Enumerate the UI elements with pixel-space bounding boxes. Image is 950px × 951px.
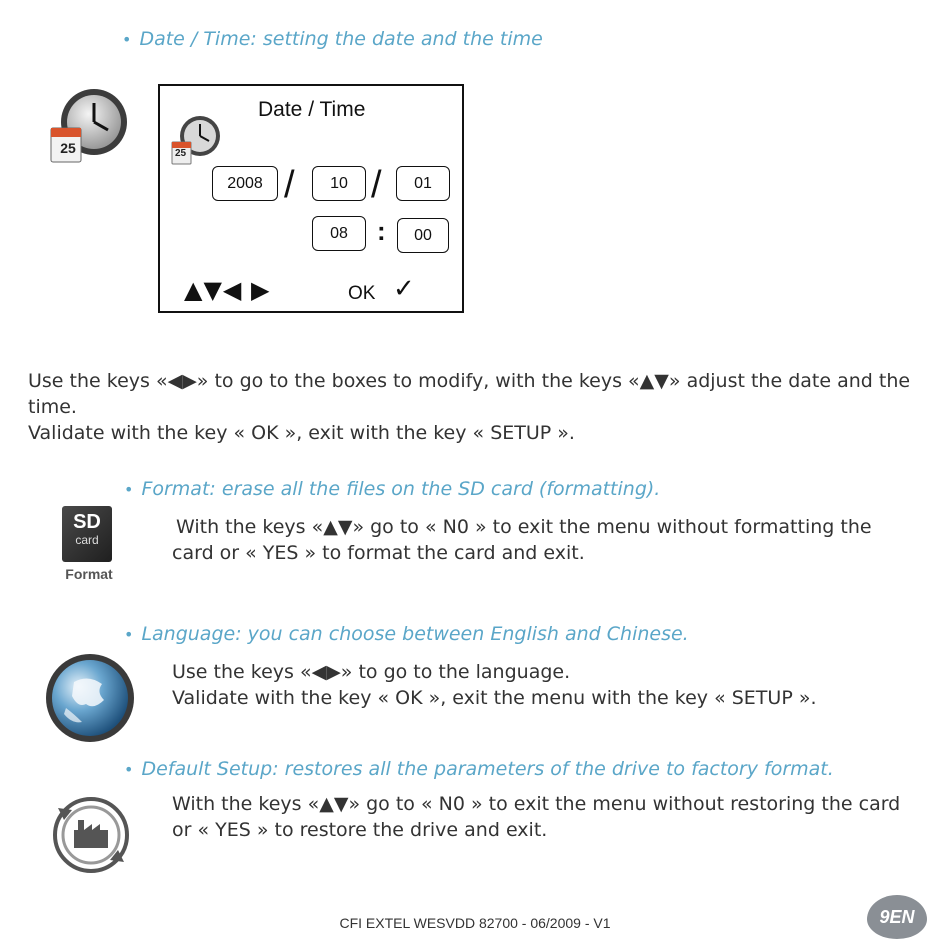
- bullet: •: [122, 30, 132, 49]
- time-separator: :: [377, 216, 386, 246]
- format-caption: Format: [65, 566, 113, 582]
- bullet: •: [124, 760, 134, 779]
- navigation-arrows-icon: ▲▼◀ ▶: [184, 276, 271, 304]
- page-number-badge: 9EN: [867, 895, 927, 939]
- month-field[interactable]: 10: [312, 166, 366, 201]
- factory-reset-icon: [50, 794, 132, 876]
- language-line: Use the keys «◀▶» to go to the language.: [172, 661, 571, 683]
- minute-field[interactable]: 00: [397, 218, 449, 253]
- heading-text: Format: erase all the files on the SD card (formatting).: [141, 478, 661, 500]
- globe-icon: [44, 652, 136, 744]
- heading-text: Default Setup: restores all the parameters of the drive to factory format.: [141, 758, 834, 780]
- heading-language: [124, 623, 689, 645]
- instruction-line: Validate with the key « OK », exit with the key « SETUP ».: [28, 422, 575, 444]
- ok-label: OK: [348, 283, 376, 304]
- date-separator: /: [284, 164, 295, 206]
- instruction-line: Use the keys «◀▶» to go to the boxes to modify, with the keys «▲▼» adjust the date and the time.: [28, 370, 911, 418]
- year-field[interactable]: 2008: [212, 166, 278, 201]
- language-description: [172, 659, 892, 711]
- page-footer: CFI EXTEL WESVDD 82700 - 06/2009 - V1: [339, 915, 611, 931]
- date-time-screen: [158, 84, 464, 313]
- small-calendar-day: 25: [174, 148, 187, 159]
- bullet: •: [124, 625, 134, 644]
- heading-default-setup: [124, 758, 834, 780]
- day-field[interactable]: 01: [396, 166, 450, 201]
- heading-date-time: [122, 28, 543, 50]
- card-label: card: [75, 533, 99, 547]
- checkmark-icon: ✓: [393, 274, 415, 304]
- sd-card-format-icon: [52, 506, 122, 586]
- screen-title: Date / Time: [258, 98, 366, 121]
- date-separator: /: [371, 164, 382, 206]
- language-line: Validate with the key « OK », exit the menu with the key « SETUP ».: [172, 687, 817, 709]
- hour-field[interactable]: 08: [312, 216, 366, 251]
- sd-label: SD: [73, 511, 101, 533]
- calendar-day-label: 25: [60, 140, 76, 156]
- heading-format: [124, 478, 660, 500]
- date-time-instructions: [28, 368, 918, 446]
- heading-text: Language: you can choose between English and Chinese.: [141, 623, 689, 645]
- format-description: With the keys «▲▼» go to « N0 » to exit the menu without formatting the card or « YES » to format the card and exit.: [172, 516, 872, 564]
- bullet: •: [124, 480, 134, 499]
- default-setup-description: With the keys «▲▼» go to « N0 » to exit the menu without restoring the card or « YES » to restore the drive and exit.: [172, 793, 901, 841]
- heading-text: Date / Time: setting the date and the time: [139, 28, 543, 50]
